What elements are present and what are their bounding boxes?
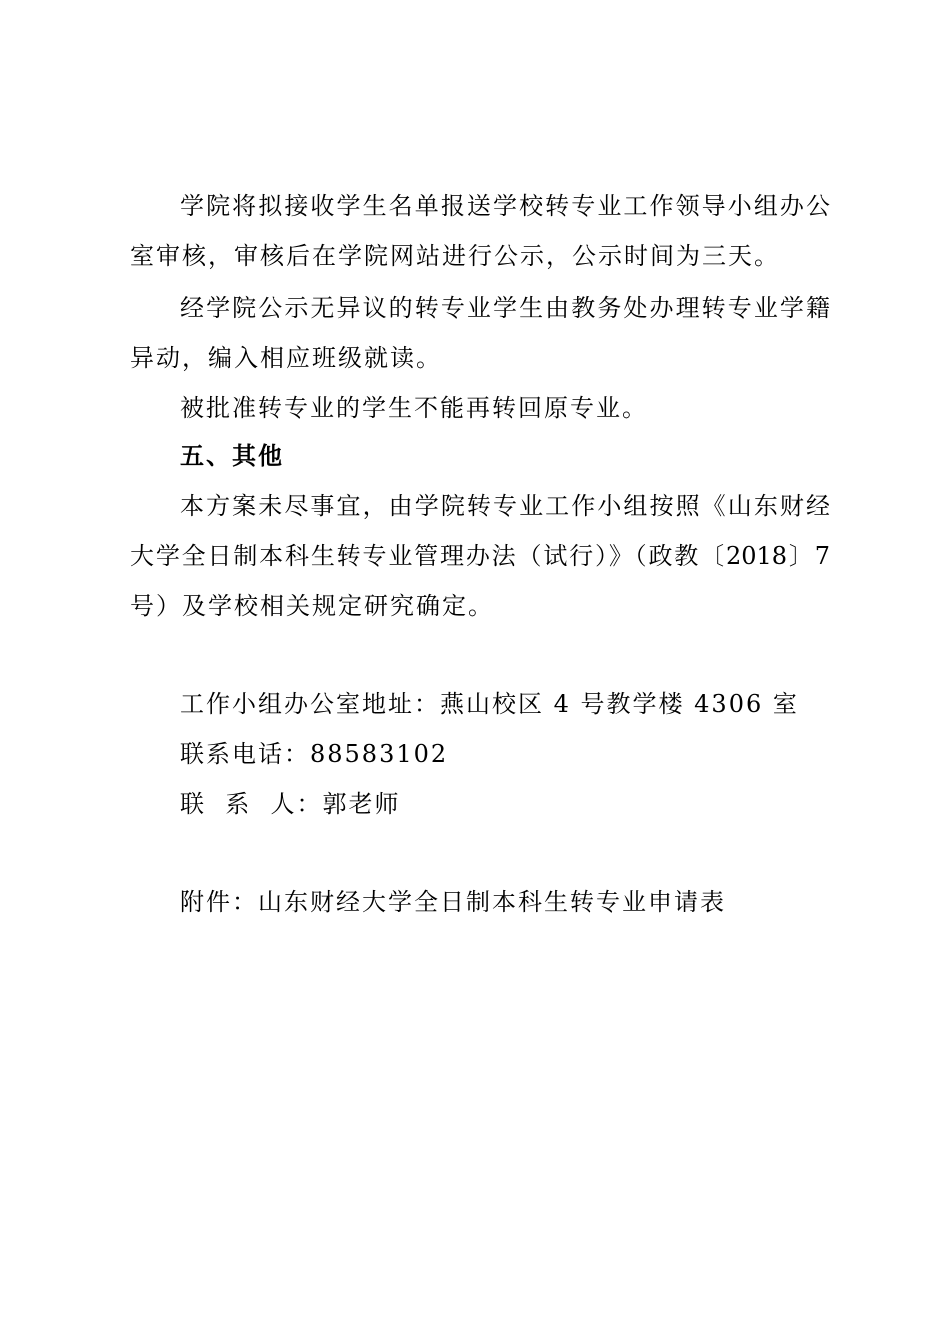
section-body-line-2: 大学全日制本科生转专业管理办法（试行）》（政教〔2018〕7 bbox=[130, 542, 830, 570]
section-body-line-3: 号）及学校相关规定研究确定。 bbox=[130, 592, 494, 620]
paragraph-2-line-2: 异动，编入相应班级就读。 bbox=[130, 344, 442, 372]
contact-phone: 联系电话：88583102 bbox=[180, 740, 449, 768]
contact-person: 联 系 人：郭老师 bbox=[180, 790, 401, 818]
paragraph-1-line-1: 学院将拟接收学生名单报送学校转专业工作领导小组办公 bbox=[180, 192, 830, 220]
section-heading: 五、其他 bbox=[180, 441, 284, 470]
paragraph-3-line-1: 被批准转专业的学生不能再转回原专业。 bbox=[180, 394, 648, 422]
section-body-line-1: 本方案未尽事宜，由学院转专业工作小组按照《山东财经 bbox=[180, 492, 830, 520]
attachment-line: 附件：山东财经大学全日制本科生转专业申请表 bbox=[180, 888, 726, 916]
contact-address: 工作小组办公室地址：燕山校区 4 号教学楼 4306 室 bbox=[180, 690, 799, 718]
paragraph-1-line-2: 室审核，审核后在学院网站进行公示，公示时间为三天。 bbox=[130, 242, 780, 270]
paragraph-2-line-1: 经学院公示无异议的转专业学生由教务处办理转专业学籍 bbox=[180, 294, 830, 322]
